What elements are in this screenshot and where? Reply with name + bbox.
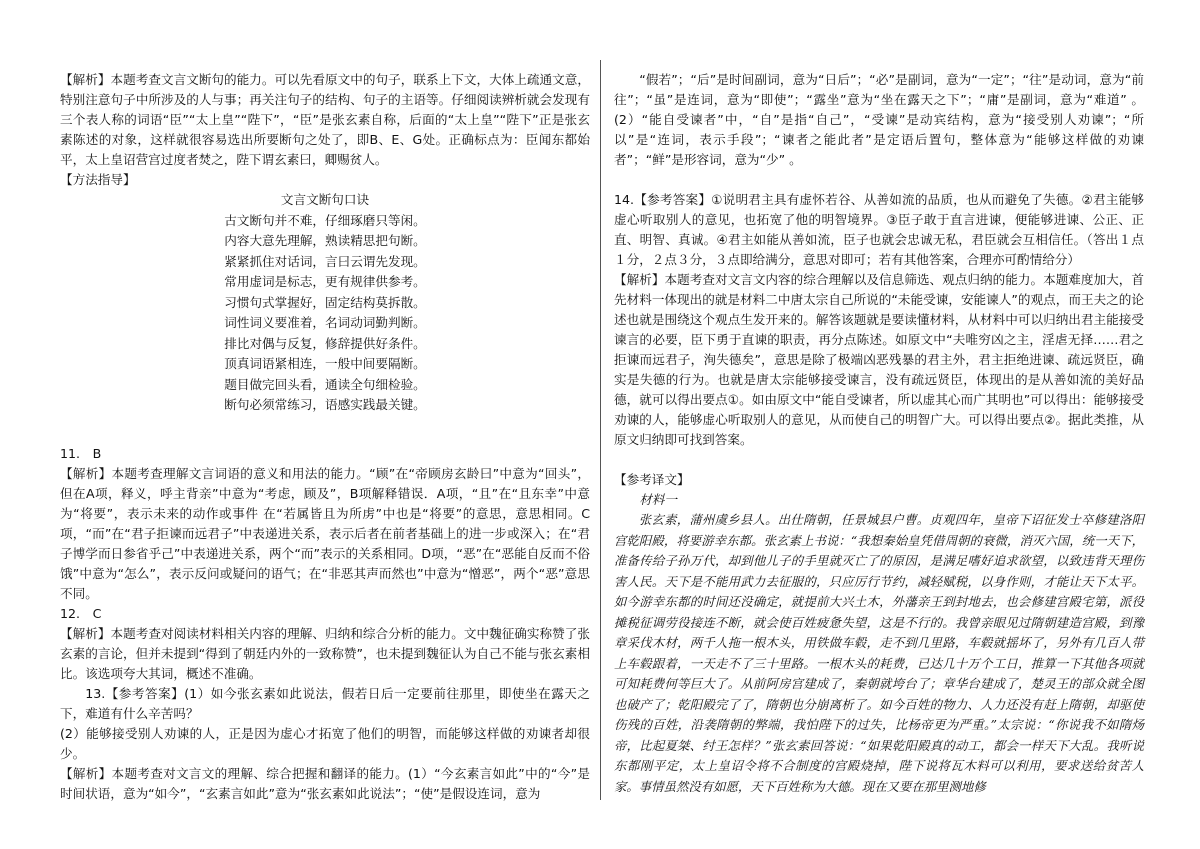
analysis-q12: 【解析】本题考查对阅读材料相关内容的理解、归纳和综合分析的能力。文中魏征确实称赞了张玄素的言论，但并未提到“得到了朝廷内外的一致称赞”，也未提到魏征认为自己不能与张玄素相比。该选项夸大其词，概述不准确。 — [60, 625, 590, 681]
poem-line: 习惯句式掌握好，固定结构莫拆散。 — [224, 294, 426, 310]
material-title: 材料一 — [639, 492, 677, 507]
analysis-q13-continued: “假若”；“后”是时间副词，意为“日后”；“必”是副词，意为“一定”；“往”是动词，意为“前往”；“虽”是连词，意为“即使”；“露坐”意为“坐在露天之下”；“庸”是副词，意为“难道” 。(2）“能自受谏者”中，“自”是指“自己”，“受谏”是动宾结构，意为“接受别人劝谏”；“所以”是“连词，表示手段”；“谏者之能此者”是定语后置句，整体意为“能够这样做的劝谏者”；“鲜”是形容词，意为“少” 。 — [614, 72, 1144, 167]
poem-line: 词性词义要准着，名词动词勤判断。 — [224, 315, 426, 330]
poem-title: 文言文断句口诀 — [280, 192, 370, 207]
answer-q13-part1: 13.【参考答案】(1）如今张玄素如此说法，假若日后一定要前往那里，即使坐在露天之下，难道有什么辛苦吗？ — [60, 685, 590, 721]
poem-line: 内容大意先理解，熟读精思把句断。 — [224, 233, 426, 248]
poem-line: 紧紧抓住对话词，言曰云谓先发现。 — [224, 253, 426, 269]
poem-line: 排比对偶与反复，修辞提供好条件。 — [224, 335, 426, 351]
left-column — [60, 70, 590, 804]
analysis-q11: 【解析】本题考查理解文言词语的意义和用法的能力。“顾”在“帝顾房玄龄曰”中意为“回头”，但在A项，释义，呼主背亲”中意为“考虑，顾及”，B项解释错误．A项，“且”在“且东幸”中意为“将要”，表示未来的动作或事件 在“若属皆且为所虏”中也是“将要”的意思，意思相同。C项，“而”在“君子拒谏而远君子”中表递进关系，表示后者在前者基础上的进一步或深入；在“君子博学而日参省乎己”中表递进关系，两个“而”表示的关系相同。D项，“恶”在“恶能自反而不俗饿”中意为“怎么”，表示反问或疑问的语气；在“非恶其声而然也”中意为“憎恶”，两个“恶”意思不同。 — [60, 465, 590, 601]
answer-q14: 14.【参考答案】①说明君主具有虚怀若谷、从善如流的品质，也从而避免了失德。②君主能够虚心听取别人的意见，也拓宽了他的明智境界。③臣子敢于直言进谏，便能够进谏、公正、正直、明智、真诚。④君主如能从善如流，臣子也就会忠诚无私，君臣就会互相信任。（答出１点１分，２点３分，３点即给满分，意思对即可；若有其他答案，合理亦可酌情给分） — [614, 192, 1144, 267]
translation-text: 张玄素，蒲州虞乡县人。出仕隋朝，任景城县户曹。贞观四年，皇帝下诏征发士卒修建洛阳宫乾阳殿，将要游幸东都。张玄素上书说：“我想秦始皇凭借周朝的衰微，消灭六国，统一天下，准备传给子孙万代，却到他儿子的手里就灭亡了的原因，是满足嗜好追求欲望，以致违背天理伤害人民。天下是不能用武力去征服的，只应厉行节约，减轻赋税，以身作则，才能让天下太平。如今游幸东都的时间还没确定，就提前大兴土木，外藩亲王到封地去，也会修建宫殿宅第，派役摊税征调劳役接连不断，就会使百姓疲惫失望，这是不行的。我曾亲眼见过隋朝建造宫殿，到豫章采伐木材，两千人拖一根木头，用铁做车毂，走不到几里路，车毂就摇坏了，另外有几百人带上车毂跟着，一天走不了三十里路。一根木头的耗费，已达几十万个工日，推算一下其他各项就可知耗费何等巨大了。从前阿房宫建成了，秦朝就垮台了；章华台建成了，楚灵王的部众就全图也破产了；乾阳殿完了了，隋朝也分崩离析了。如今百姓的物力、人力还没有赶上隋朝，却驱使伤残的百姓，沿袭隋朝的弊端，我怕陛下的过失，比杨帝更为严重。”太宗说：“你说我不如隋炀帝，比起夏桀、纣王怎样？”张玄素回答说：“如果乾阳殿真的动工，都会一样天下大乱。我听说东都刚平定，太上皇诏令将不合制度的宫殿烧掉，陛下说将瓦木料可以利用，要求送给贫苦人家。事情虽然没有如愿，天下百姓称为大德。现在又要在那里测地修 — [614, 512, 1144, 794]
column-divider — [600, 60, 601, 800]
answer-q13-part2: (2）能够接受别人劝谏的人，正是因为虚心才拓宽了他们的明智，而能够这样做的劝谏者却很少。 — [60, 725, 590, 761]
poem-line: 常用虚词是标志，更有规律供参考。 — [224, 274, 426, 289]
right-column — [614, 70, 1144, 797]
mnemonic-poem — [60, 190, 590, 416]
analysis-q14: 【解析】本题考查对文言文内容的综合理解以及信息筛选、观点归纳的能力。本题难度加大，首先材料一体现出的就是材料二中唐太宗自己所说的“未能受谏，安能谏人”的观点，而王夫之的论述也就是围绕这个观点生发开来的。解答该题就是要读懂材料，从材料中可以归纳出君主能接受谏言的必要，臣下勇于直谏的职责，再分点陈述。如原文中“夫唯穷凶之主，淫虐无择……君之拒谏而远君子，洵失德矣”，意思是除了极端凶恶残暴的君主外，君主拒绝进谏、疏远贤臣，确实是失德的行为。也就是唐太宗能够接受谏言，没有疏远贤臣，体现出的是从善如流的美好品德，就可以得出要点①。如由原文中“能自受谏者，所以虚其心而广其明也”可以得出：能够接受劝谏的人，能够虚心听取别人的意见，从而使自己的明智广大。可以得出要点②。据此类推，从原文归纳即可找到答案。 — [614, 272, 1144, 447]
method-label: 【方法指导】 — [60, 172, 136, 187]
poem-line: 断句必须常练习，语感实践最关键。 — [224, 397, 426, 412]
poem-line: 古文断句并不难，仔细琢磨只等闲。 — [224, 212, 426, 228]
answer-q11: 11. B — [60, 445, 102, 461]
poem-line: 题目做完回头看，通读全句细检验。 — [224, 376, 426, 392]
reference-translation-label: 【参考译文】 — [614, 472, 690, 487]
analysis-q13: 【解析】本题考查对文言文的理解、综合把握和翻译的能力。(1）“今玄素言如此”中的“今”是时间状语，意为“如今”，“玄素言如此”意为“张玄素如此说法”；“使”是假设连词，意为 — [60, 765, 590, 801]
poem-line: 顶真词语紧相连，一般中间要隔断。 — [224, 356, 426, 371]
answer-q12: 12. C — [60, 605, 102, 621]
analysis-q10: 【解析】本题考查文言文断句的能力。可以先看原文中的句子，联系上下文，大体上疏通文意，特别注意句子中所涉及的人与事；再关注句子的结构、句子的主语等。仔细阅读辨析就会发现有三个表人称的词语“臣”“太上皇”“陛下”，“臣”是张玄素自称，后面的“太上皇”“陛下”正是张玄素陈述的对象，这样就很容易选出所要断句之处了，即B、E、G处。正确标点为：臣闻东都始平，太上皇诏营宫过度者焚之，陛下谓玄素曰，卿赐贫人。 — [60, 72, 590, 167]
